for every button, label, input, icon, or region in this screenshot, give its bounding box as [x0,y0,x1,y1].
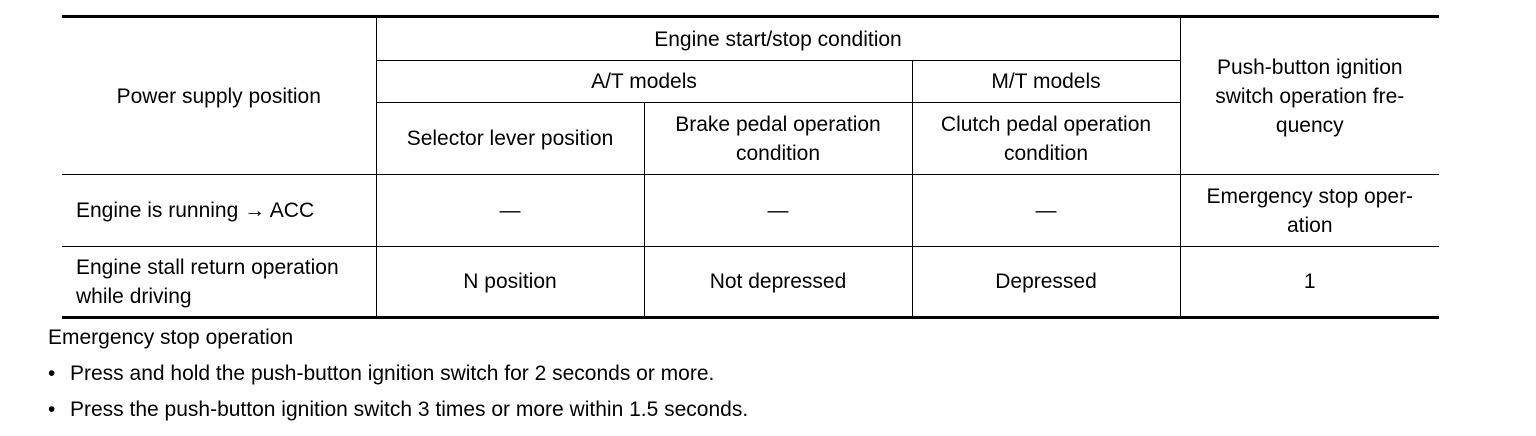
header-engine-start-stop-condition: Engine start/stop condition [376,17,1180,61]
header-selector-lever-position: Selector lever position [376,103,644,175]
header-push-button-frequency-text: Push-button ignition switch operation fre-quency [1215,55,1405,137]
table-row [62,247,1439,318]
cell-brake: — [644,175,912,247]
cell-clutch: — [912,175,1180,247]
header-power-supply-position: Power supply position [62,17,376,175]
note-text: Press and hold the push-button ignition switch for 2 seconds or more. [70,362,715,385]
header-clutch-pedal-condition: Clutch pedal operation condition [912,103,1180,175]
cell-clutch: Depressed [912,247,1180,318]
cell-brake: Not depressed [644,247,912,318]
list-item [48,359,748,388]
table-header-row [62,17,1439,61]
notes-title: Emergency stop operation [48,326,294,349]
cell-frequency: 1 [1180,247,1439,318]
cell-power-supply: Engine stall return operation while driving [62,247,376,318]
header-brake-pedal-condition: Brake pedal operation condition [644,103,912,175]
notes-section [48,323,748,431]
bullet-icon: • [48,398,56,421]
operation-condition-table [62,15,1439,319]
table-row [62,175,1439,247]
bullet-icon: • [48,362,56,385]
cell-frequency [1180,175,1439,247]
notes-list [48,359,748,424]
header-push-button-frequency [1180,17,1439,175]
cell-selector: — [376,175,644,247]
cell-selector: N position [376,247,644,318]
cell-frequency-text: Emergency stop oper-ation [1206,184,1414,237]
cell-power-supply: Engine is running → ACC [62,175,376,247]
header-mt-models: M/T models [912,61,1180,103]
note-text: Press the push-button ignition switch 3 times or more within 1.5 seconds. [70,398,749,421]
list-item [48,395,748,424]
header-at-models: A/T models [376,61,912,103]
